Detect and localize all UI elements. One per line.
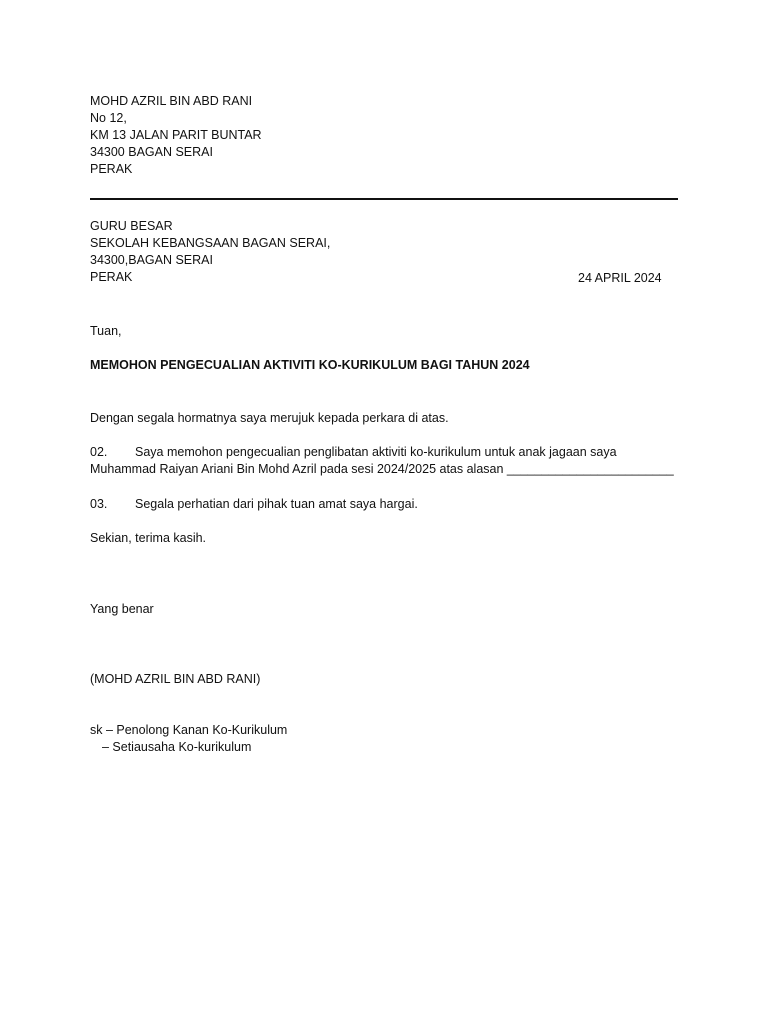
paragraph-text: Segala perhatian dari pihak tuan amat saya hargai.: [135, 497, 418, 511]
carbon-copy-list: [90, 722, 287, 756]
closing-line: Sekian, terima kasih.: [90, 531, 207, 545]
sign-off: Yang benar: [90, 602, 154, 616]
paragraph-3: [90, 496, 418, 513]
sender-address-line: PERAK: [90, 162, 133, 176]
salutation: Tuan,: [90, 324, 122, 338]
signatory-name: (MOHD AZRIL BIN ABD RANI): [90, 672, 261, 686]
letter-date: 24 APRIL 2024: [578, 271, 662, 285]
recipient-title: GURU BESAR: [90, 219, 173, 233]
header-divider: [90, 198, 678, 200]
paragraph-1: Dengan segala hormatnya saya merujuk kepada perkara di atas.: [90, 411, 449, 425]
paragraph-text: Muhammad Raiyan Ariani Bin Mohd Azril pada sesi 2024/2025 atas alasan ________________________: [90, 462, 674, 476]
sender-address-line: 34300 BAGAN SERAI: [90, 145, 213, 159]
cc-item: sk – Penolong Kanan Ko-Kurikulum: [90, 723, 288, 737]
paragraph-2: [90, 444, 674, 478]
paragraph-number: 02.: [90, 445, 108, 459]
recipient-address-line: SEKOLAH KEBANGSAAN BAGAN SERAI,: [90, 236, 331, 250]
recipient-address-line: PERAK: [90, 270, 133, 284]
sender-address-line: KM 13 JALAN PARIT BUNTAR: [90, 128, 262, 142]
recipient-address-line: 34300,BAGAN SERAI: [90, 253, 213, 267]
cc-item: – Setiausaha Ko-kurikulum: [102, 740, 252, 754]
sender-name: MOHD AZRIL BIN ABD RANI: [90, 94, 253, 108]
letter-subject: MEMOHON PENGECUALIAN AKTIVITI KO-KURIKULUM BAGI TAHUN 2024: [90, 358, 530, 372]
paragraph-text: Saya memohon pengecualian penglibatan aktiviti ko-kurikulum untuk anak jagaan saya: [135, 445, 617, 459]
recipient-address: [90, 218, 330, 286]
sender-address-line: No 12,: [90, 111, 127, 125]
sender-address: [90, 93, 262, 178]
paragraph-number: 03.: [90, 497, 108, 511]
